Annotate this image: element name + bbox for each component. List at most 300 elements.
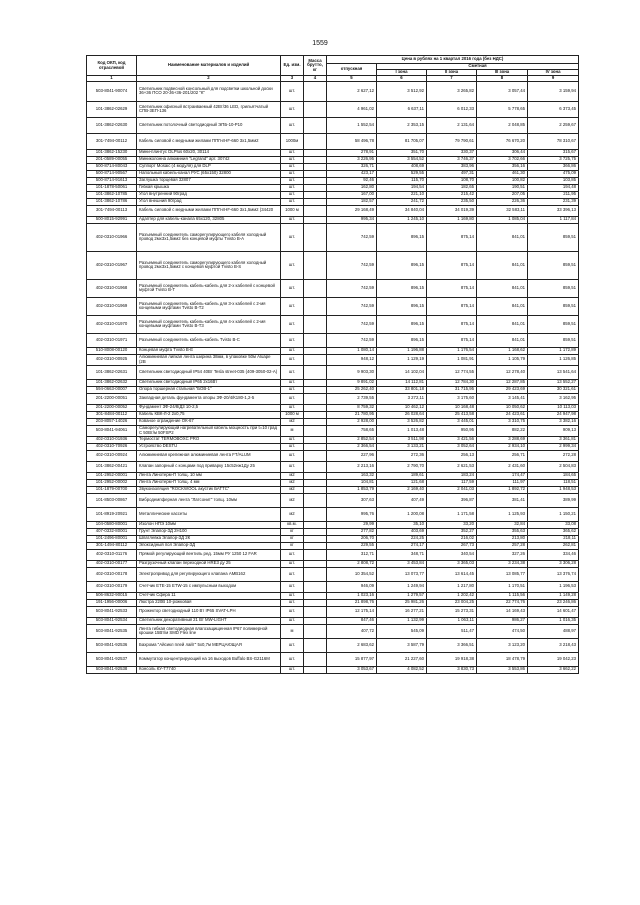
item-name: Разгрузочный клапан переходной HRE3 ду 25 [137, 560, 281, 567]
price-release: 423,17 [327, 170, 377, 177]
price-zone-3: 24 423,61 [477, 411, 528, 418]
item-name: Разъемный соединитель кабель-кабель для 3-х кабелей с 2-мя концевыми муфтами Tvisto B-T2 [137, 297, 281, 315]
item-unit: шт. [281, 386, 304, 393]
price-zone-1: 16 277,21 [377, 606, 427, 617]
item-name: Лента Линотерм-П толщ. 4 мм [137, 479, 281, 486]
price-zone-3: 841,01 [477, 315, 528, 333]
item-code: 503-8041-92533 [87, 606, 137, 617]
item-unit: шт. [281, 581, 304, 592]
table-row [87, 521, 579, 528]
item-code: 201-2200-00051 [87, 393, 137, 404]
price-release: 229,55 [327, 542, 377, 549]
table-row [87, 163, 579, 170]
price-zone-3: 381,41 [477, 493, 528, 507]
price-release: 163,32 [327, 472, 377, 479]
item-unit: шт. [281, 617, 304, 624]
item-unit: шт. [281, 592, 304, 599]
price-zone-2: 267,73 [427, 542, 477, 549]
table-row [87, 101, 579, 117]
table-row [87, 581, 579, 592]
price-zone-2: 215,42 [427, 191, 477, 198]
price-release: 182,57 [327, 198, 377, 205]
item-code: 503-8041-92536 [87, 638, 137, 652]
price-zone-1: 224,25 [377, 535, 427, 542]
price-zone-1: 81 705,07 [377, 133, 427, 149]
item-code: 402-0310-00178 [87, 567, 137, 581]
item-name: Разъемный соединитель саморегулирующего кабеля холодный провод 2мх3х1,5мм2 с концевой муфтой Tvisto B-S [137, 251, 281, 279]
item-unit: 1000м [281, 133, 304, 149]
item-name: Разъемный соединитель саморегулирующего кабеля холодный провод 2мх3х1,5мм2 без концевой муфты Tvisto B-A [137, 223, 281, 251]
price-release: 2 808,72 [327, 560, 377, 567]
price-zone-4: 1 196,53 [528, 581, 579, 592]
item-code: 503-8041-90074 [87, 81, 137, 101]
item-unit: кг [281, 535, 304, 542]
price-zone-2: 2 621,53 [427, 461, 477, 472]
price-zone-1: 3 512,92 [377, 81, 427, 101]
table-row [87, 617, 579, 624]
item-mass [304, 436, 327, 443]
price-zone-1: 34 840,04 [377, 205, 427, 216]
price-zone-1: 1 249,94 [377, 581, 427, 592]
price-release: 742,59 [327, 279, 377, 297]
item-unit: шт. [281, 443, 304, 450]
item-name: Вибродемпферная лента "Латсонит" толщ. 10мм [137, 493, 281, 507]
table-row [87, 542, 579, 549]
item-code: 503-8041-92535 [87, 624, 137, 638]
item-name: Кованое ограждение ОК-67 [137, 418, 281, 425]
item-code: 101-8503-00867 [87, 493, 137, 507]
table-row [87, 156, 579, 163]
price-zone-3: 841,01 [477, 333, 528, 347]
item-mass [304, 450, 327, 461]
table-row [87, 251, 579, 279]
price-zone-1: 25 981,26 [377, 599, 427, 606]
price-zone-2: 330,37 [427, 149, 477, 156]
item-name: Угол внутренний 90град [137, 191, 281, 198]
price-zone-4: 78 310,67 [528, 133, 579, 149]
price-release: 206,70 [327, 535, 377, 542]
item-code: 101-3862-02632 [87, 379, 137, 386]
price-release: 326,71 [327, 163, 377, 170]
price-zone-2: 2 131,64 [427, 117, 477, 133]
item-code: 503-8041-92537 [87, 652, 137, 666]
price-zone-2: 79 790,61 [427, 133, 477, 149]
item-name: Кабель силовой с медными жилами ППГнгНF-660 3х1,5мм2 (34420 [137, 205, 281, 216]
price-zone-2: 256,13 [427, 450, 477, 461]
price-zone-1: 896,15 [377, 251, 427, 279]
price-zone-4: 366,86 [528, 163, 579, 170]
table-row [87, 297, 579, 315]
item-mass [304, 411, 327, 418]
price-zone-1: 21 227,60 [377, 652, 427, 666]
price-zone-4: 389,99 [528, 493, 579, 507]
item-unit: шт. [281, 170, 304, 177]
price-release: 15 877,97 [327, 652, 377, 666]
item-name: Прямой регулирующий вентиль ред. 15мм РУ 1250 12 FAR [137, 549, 281, 560]
price-zone-3: 100,82 [477, 177, 528, 184]
item-code: 402-0310-01176 [87, 549, 137, 560]
price-release: 312,71 [327, 549, 377, 560]
price-zone-3: 2 934,10 [477, 443, 528, 450]
item-mass [304, 170, 327, 177]
item-name: Грунт Эпапор-ЗД 2Н100 [137, 528, 281, 535]
item-unit: шт. [281, 315, 304, 333]
price-release: 2 928,00 [327, 418, 377, 425]
price-zone-3: 356,16 [477, 163, 528, 170]
price-zone-4: 859,51 [528, 279, 579, 297]
price-zone-4: 3 218,43 [528, 638, 579, 652]
price-zone-3: 1 085,04 [477, 216, 528, 223]
price-zone-1: 896,15 [377, 223, 427, 251]
table-row [87, 472, 579, 479]
price-zone-4: 315,67 [528, 149, 579, 156]
item-unit: шт. [281, 149, 304, 156]
item-name: Суппорт Mosaic (4 модуля) для DLP [137, 163, 281, 170]
item-mass [304, 666, 327, 673]
price-zone-3: 174,47 [477, 472, 528, 479]
item-code: 402-0310-01971 [87, 333, 137, 347]
item-unit: м2 [281, 479, 304, 486]
price-zone-2: 497,31 [427, 170, 477, 177]
price-zone-4: 19 042,23 [528, 652, 579, 666]
price-zone-4: 231,39 [528, 198, 579, 205]
price-release: 29 168,49 [327, 205, 377, 216]
price-zone-3: 226,36 [477, 198, 528, 205]
item-mass [304, 606, 327, 617]
price-release: 277,82 [327, 528, 377, 535]
price-zone-1: 1 196,88 [377, 347, 427, 354]
price-zone-4: 33,08 [528, 521, 579, 528]
table-row [87, 624, 579, 638]
item-code: 402-0310-70926 [87, 443, 137, 450]
price-zone-1: 26 028,64 [377, 411, 427, 418]
item-name: Светильник светодиодный IP54 40Вт Tesla street-035 (409-3050-02-A) [137, 365, 281, 379]
item-unit: шт. [281, 101, 304, 117]
price-zone-1: 2 169,40 [377, 486, 427, 493]
item-name: Заглушка торцевая 32807 [137, 177, 281, 184]
price-zone-4: 3 159,94 [528, 81, 579, 101]
price-zone-2: 33,20 [427, 521, 477, 528]
item-name: Светильник декоративный 21 Вт MW-LIGHT [137, 617, 281, 624]
price-zone-3: 841,01 [477, 297, 528, 315]
price-release: 2 852,54 [327, 436, 377, 443]
item-name: Алюминиевая крепежная алюминиевая лента FT/ALUM [137, 450, 281, 461]
item-mass [304, 354, 327, 365]
item-name: Лента гибкая светодиодная влагозащищенная IP67 полимерной крошки 15Вт/м SMD Flex line [137, 624, 281, 638]
price-zone-3: 32,84 [477, 521, 528, 528]
price-release: 1 853,79 [327, 486, 377, 493]
table-row [87, 638, 579, 652]
item-mass [304, 315, 327, 333]
price-zone-3: 2 048,85 [477, 117, 528, 133]
item-unit: шт. [281, 347, 304, 354]
item-name: Металлические кассеты [137, 507, 281, 521]
table-row [87, 606, 579, 617]
header-release: отпускная [327, 64, 377, 76]
price-zone-1: 529,55 [377, 170, 427, 177]
item-unit: шт. [281, 163, 304, 170]
price-zone-3: 986,27 [477, 617, 528, 624]
table-row [87, 425, 579, 436]
column-number: 4 [304, 76, 327, 82]
item-mass [304, 393, 327, 404]
header-estimate: Сметная [377, 64, 579, 70]
price-zone-1: 189,61 [377, 472, 427, 479]
item-code: 101-1878-50061 [87, 184, 137, 191]
table-row [87, 191, 579, 198]
item-mass [304, 101, 327, 117]
price-release: 92,46 [327, 177, 377, 184]
price-zone-3: 841,01 [477, 251, 528, 279]
price-zone-2: 875,14 [427, 297, 477, 315]
item-name: Концевая муфта Tvisto B-E [137, 347, 281, 354]
price-release: 227,96 [327, 450, 377, 461]
price-zone-3: 12 287,85 [477, 379, 528, 386]
price-zone-1: 14 102,04 [377, 365, 427, 379]
item-unit: кг [281, 542, 304, 549]
item-code: 402-0310-00925 [87, 354, 137, 365]
price-zone-4: 262,81 [528, 542, 579, 549]
price-zone-4: 859,51 [528, 297, 579, 315]
price-zone-1: 2 353,15 [377, 117, 427, 133]
price-release: 58 496,78 [327, 133, 377, 149]
item-unit: шт. [281, 223, 304, 251]
item-mass [304, 156, 327, 163]
item-unit: шт. [281, 393, 304, 404]
table-row [87, 461, 579, 472]
item-mass [304, 386, 327, 393]
price-zone-3: 1 168,62 [477, 347, 528, 354]
price-zone-2: 875,14 [427, 333, 477, 347]
price-zone-4: 272,28 [528, 450, 579, 461]
price-zone-4: 2 999,34 [528, 443, 579, 450]
item-mass [304, 81, 327, 101]
item-unit: шт. [281, 450, 304, 461]
table-row [87, 450, 579, 461]
item-mass [304, 117, 327, 133]
price-zone-4: 23 246,86 [528, 599, 579, 606]
item-mass [304, 493, 327, 507]
item-mass [304, 528, 327, 535]
price-zone-2: 950,95 [427, 425, 477, 436]
price-release: 21 780,95 [327, 411, 377, 418]
table-row [87, 493, 579, 507]
item-unit: м2 [281, 486, 304, 493]
price-release: 162,80 [327, 184, 377, 191]
item-unit: м2 [281, 507, 304, 521]
item-name: Напольный кабель-канал РУС (65х150) 32800 [137, 170, 281, 177]
price-release: 21 898,76 [327, 599, 377, 606]
item-unit: шт. [281, 567, 304, 581]
item-unit: м2 [281, 418, 304, 425]
item-mass [304, 297, 327, 315]
item-code: 407-0332-80001 [87, 528, 137, 535]
item-unit: шт. [281, 354, 304, 365]
price-zone-2: 511,47 [427, 624, 477, 638]
item-unit: шт. [281, 251, 304, 279]
item-mass [304, 638, 327, 652]
page-number: 1559 [312, 40, 328, 47]
table-row [87, 443, 579, 450]
item-unit: шт. [281, 599, 304, 606]
price-zone-1: 14 112,81 [377, 379, 427, 386]
item-mass [304, 191, 327, 198]
header-zone-1: I зона [377, 70, 427, 76]
price-zone-4: 218,11 [528, 535, 579, 542]
price-release: 2 683,62 [327, 638, 377, 652]
table-row [87, 379, 579, 386]
item-code: 201-0589-00055 [87, 156, 137, 163]
item-name: Фундамент ЗФ-24/8/Д3 10-2,5 [137, 404, 281, 411]
price-zone-2: 10 168,48 [427, 404, 477, 411]
item-code: 503-8041-92534 [87, 617, 137, 624]
item-unit: шт. [281, 191, 304, 198]
price-zone-2: 235,50 [427, 198, 477, 205]
item-name: Шпатлевка Эпапор-ЗД 2К [137, 535, 281, 542]
item-code: 402-0310-01968 [87, 279, 137, 297]
item-code: 301-7494-00113 [87, 205, 137, 216]
price-zone-1: 3 272,11 [377, 393, 427, 404]
item-code: 101-1879-00700 [87, 486, 137, 493]
price-release: 742,59 [327, 223, 377, 251]
item-code: 402-0310-01970 [87, 315, 137, 333]
item-code: 101-2952-00001 [87, 472, 137, 479]
price-table-body [87, 81, 579, 673]
item-code: 402-0310-00177 [87, 560, 137, 567]
price-zone-3: 213,80 [477, 535, 528, 542]
column-number: 3 [281, 76, 304, 82]
price-release: 25 262,40 [327, 386, 377, 393]
price-zone-1: 3 526,82 [377, 418, 427, 425]
item-name: Закладная деталь фундамента опоры ЗФ-20/4/К180-1,2-5 [137, 393, 281, 404]
price-zone-2: 12 784,30 [427, 379, 477, 386]
item-code: 301-1494-80112 [87, 542, 137, 549]
item-code: 101-3862-00421 [87, 461, 137, 472]
item-unit: шт. [281, 549, 304, 560]
item-unit: шт. [281, 404, 304, 411]
price-zone-4: 909,13 [528, 425, 579, 436]
table-row [87, 170, 579, 177]
price-zone-1: 272,36 [377, 450, 427, 461]
price-zone-4: 2 504,83 [528, 461, 579, 472]
table-row [87, 315, 579, 333]
price-zone-3: 841,01 [477, 279, 528, 297]
price-release: 10 354,52 [327, 567, 377, 581]
price-zone-2: 13 614,45 [427, 567, 477, 581]
item-mass [304, 163, 327, 170]
item-unit: шт. [281, 117, 304, 133]
price-zone-3: 841,01 [477, 223, 528, 251]
price-zone-3: 32 583,11 [477, 205, 528, 216]
price-release: 995,76 [327, 507, 377, 521]
item-mass [304, 617, 327, 624]
price-zone-3: 355,63 [477, 528, 528, 535]
item-mass [304, 149, 327, 156]
price-zone-3: 10 050,62 [477, 404, 528, 411]
price-release: 1 080,14 [327, 347, 377, 354]
header-name: Наименование материалов и изделий [137, 56, 281, 76]
price-zone-4: 365,62 [528, 528, 579, 535]
price-zone-4: 1 149,28 [528, 592, 579, 599]
price-zone-3: 3 123,20 [477, 638, 528, 652]
table-row [87, 507, 579, 521]
price-zone-4: 24 947,98 [528, 411, 579, 418]
price-zone-4: 334,46 [528, 549, 579, 560]
price-zone-3: 207,05 [477, 191, 528, 198]
price-zone-3: 3 145,41 [477, 393, 528, 404]
header-zone-4: IV зона [528, 70, 579, 76]
price-zone-2: 1 063,11 [427, 617, 477, 624]
item-code: 101-2496-80001 [87, 535, 137, 542]
item-name: Разъемный соединитель кабель-кабель для 4-х кабелей с 2-мя концевыми муфтами Tvisto B-T3 [137, 315, 281, 333]
price-zone-1: 407,49 [377, 493, 427, 507]
price-zone-2: 340,54 [427, 549, 477, 560]
item-name: Прожектор светодиодный 110 Вт IP65 SVAT-LPH [137, 606, 281, 617]
item-mass [304, 486, 327, 493]
price-release: 995,34 [327, 216, 377, 223]
price-zone-1: 403,69 [377, 528, 427, 535]
price-zone-4: 3 382,16 [528, 418, 579, 425]
item-mass [304, 216, 327, 223]
price-zone-2: 3 746,37 [427, 156, 477, 163]
item-unit: шт. [281, 461, 304, 472]
item-mass [304, 365, 327, 379]
item-unit: шт. [281, 297, 304, 315]
price-release: 2 213,16 [327, 461, 377, 472]
item-code: 500-8714-91613 [87, 177, 137, 184]
price-zone-1: 3 511,98 [377, 436, 427, 443]
price-zone-2: 3 365,03 [427, 560, 477, 567]
item-mass [304, 542, 327, 549]
price-zone-2: 23 004,25 [427, 599, 477, 606]
price-zone-4: 13 376,74 [528, 567, 579, 581]
header-unit: Ед. изм. [281, 56, 304, 76]
item-unit: м [281, 624, 304, 638]
item-code: 101-3862-10785 [87, 191, 137, 198]
price-zone-2: 182,65 [427, 184, 477, 191]
price-zone-1: 115,70 [377, 177, 427, 184]
price-zone-4: 1 126,85 [528, 354, 579, 365]
price-zone-2: 3 421,56 [427, 436, 477, 443]
price-zone-1: 3 453,84 [377, 560, 427, 567]
price-zone-2: 1 171,58 [427, 507, 477, 521]
item-name: Миниколонна алюминия "Legrand" арт. 30742 [137, 156, 281, 163]
item-name: Светильник подвесной консольный для подсветки школьной доски 36+36 ПСО 20-36+36-201/202 "К" [137, 81, 281, 101]
item-name: Лента Линотерм-П толщ. 10 мм [137, 472, 281, 479]
price-zone-1: 4 082,52 [377, 666, 427, 673]
table-row [87, 117, 579, 133]
price-zone-1: 348,71 [377, 549, 427, 560]
price-zone-4: 3 662,22 [528, 666, 579, 673]
item-unit: шт. [281, 184, 304, 191]
price-zone-4: 13 552,27 [528, 379, 579, 386]
item-unit: м2 [281, 472, 304, 479]
price-zone-4: 14 601,47 [528, 606, 579, 617]
price-zone-4: 184,65 [528, 472, 579, 479]
price-zone-3: 882,22 [477, 425, 528, 436]
item-mass [304, 652, 327, 666]
price-zone-3: 3 057,44 [477, 81, 528, 101]
item-code: 101-3862-02630 [87, 117, 137, 133]
item-mass [304, 333, 327, 347]
price-zone-3: 22 774,76 [477, 599, 528, 606]
item-unit: 1000 м [281, 205, 304, 216]
item-code: 104-0580-80001 [87, 521, 137, 528]
item-mass [304, 404, 327, 411]
item-code: 101-3862-02631 [87, 365, 137, 379]
price-release: 12 175,14 [327, 606, 377, 617]
table-row [87, 535, 579, 542]
